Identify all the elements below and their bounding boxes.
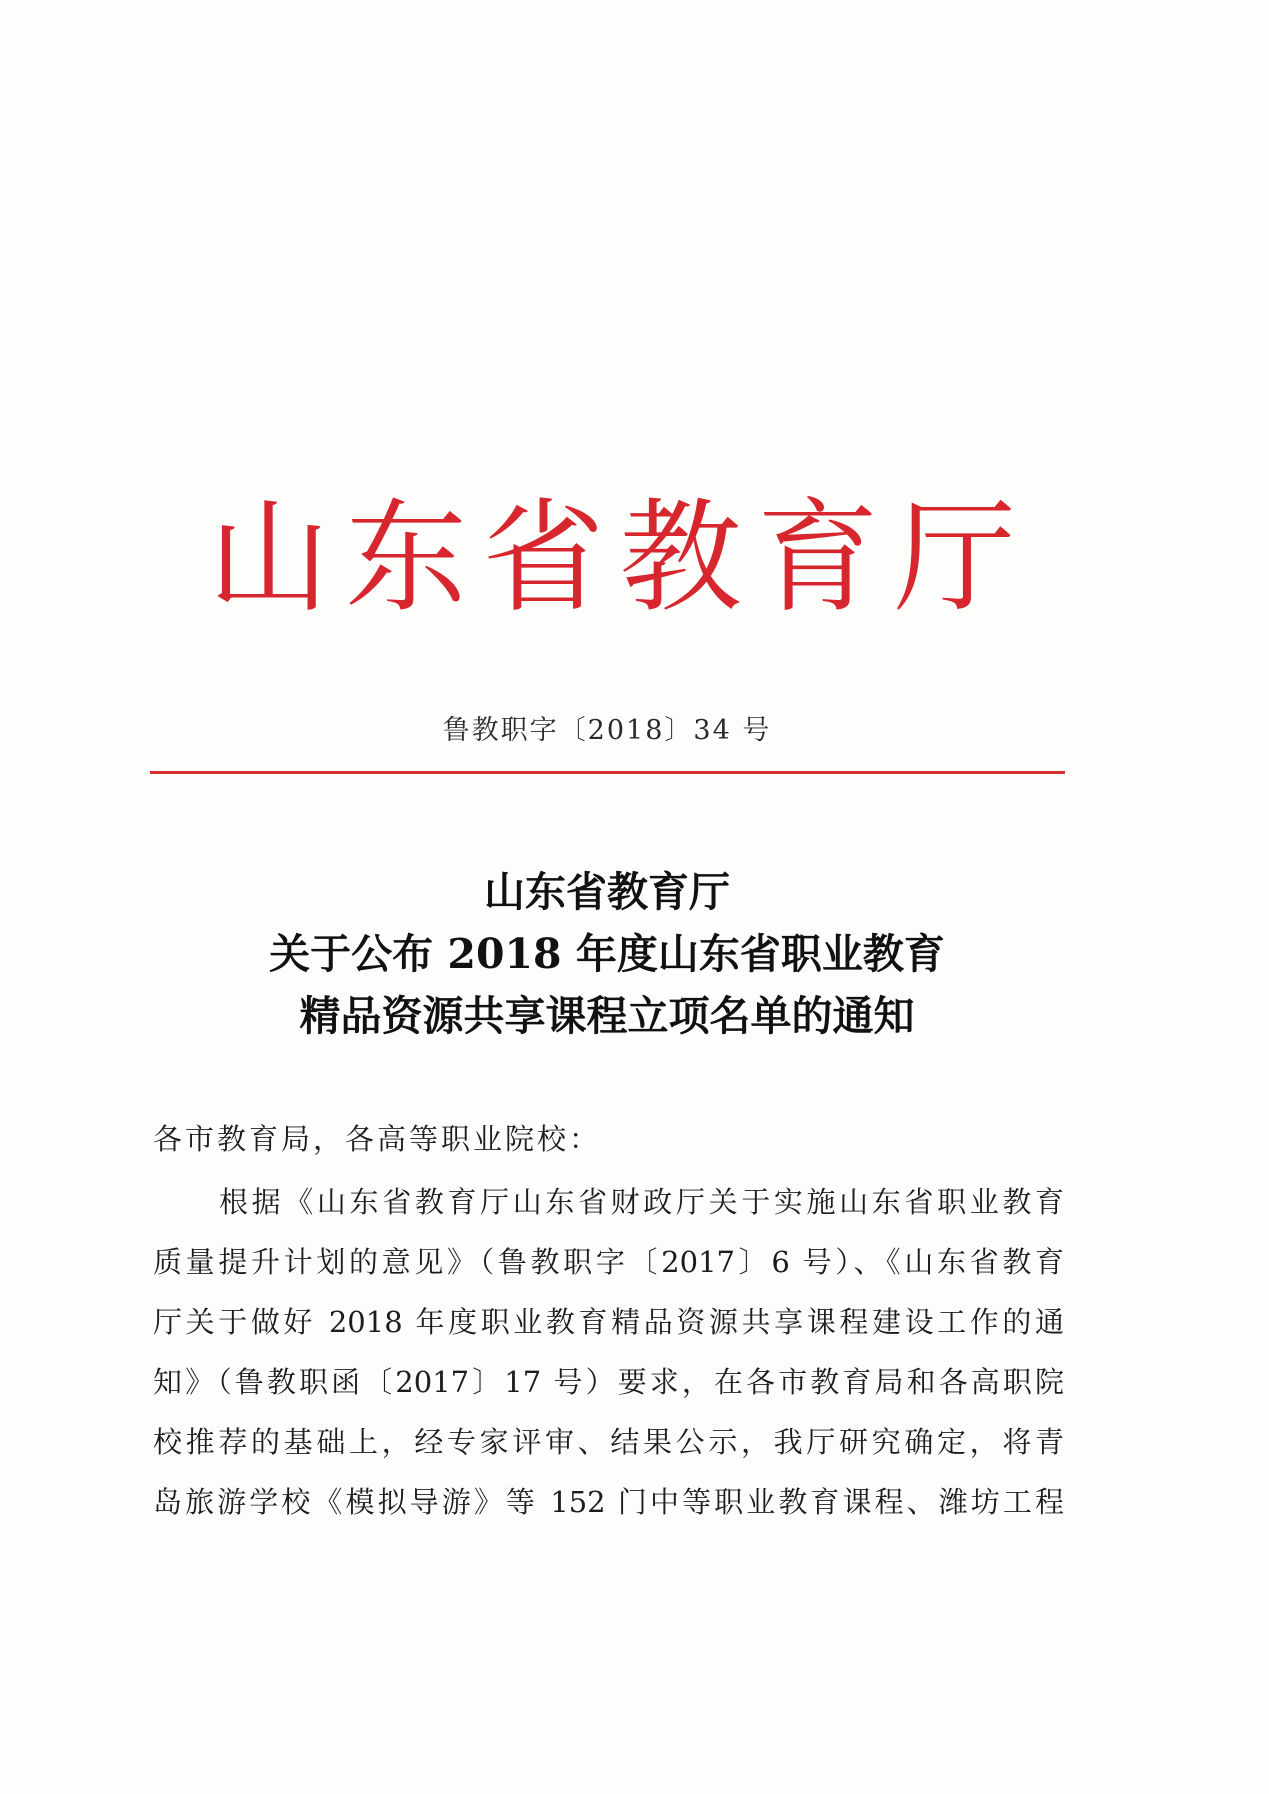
body-line: 知》（鲁教职函〔2017〕17 号）要求，在各市教育局和各高职院	[153, 1365, 1064, 1399]
agency-red-header: 山东省教育厅	[208, 487, 1016, 629]
title-line: 精品资源共享课程立项名单的通知	[299, 992, 915, 1040]
body-line: 质量提升计划的意见》（鲁教职字〔2017〕6 号）、《山东省教育	[153, 1245, 1064, 1279]
body-paragraph	[153, 1172, 1064, 1532]
salutation: 各市教育局，各高等职业院校：	[153, 1122, 602, 1156]
title-line: 山东省教育厅	[484, 868, 730, 916]
body-line: 校推荐的基础上，经专家评审、结果公示，我厅研究确定，将青	[153, 1425, 1064, 1459]
title-line: 关于公布 2018 年度山东省职业教育	[269, 930, 945, 978]
red-separator-line	[150, 771, 1065, 774]
document-title	[150, 861, 1064, 1047]
body-line: 岛旅游学校《模拟导游》等 152 门中等职业教育课程、潍坊工程	[153, 1485, 1064, 1519]
body-line: 根据《山东省教育厅山东省财政厅关于实施山东省职业教育	[219, 1185, 1064, 1219]
body-line: 厅关于做好 2018 年度职业教育精品资源共享课程建设工作的通	[153, 1305, 1064, 1339]
document-number: 鲁教职字〔2018〕34 号	[442, 715, 772, 746]
